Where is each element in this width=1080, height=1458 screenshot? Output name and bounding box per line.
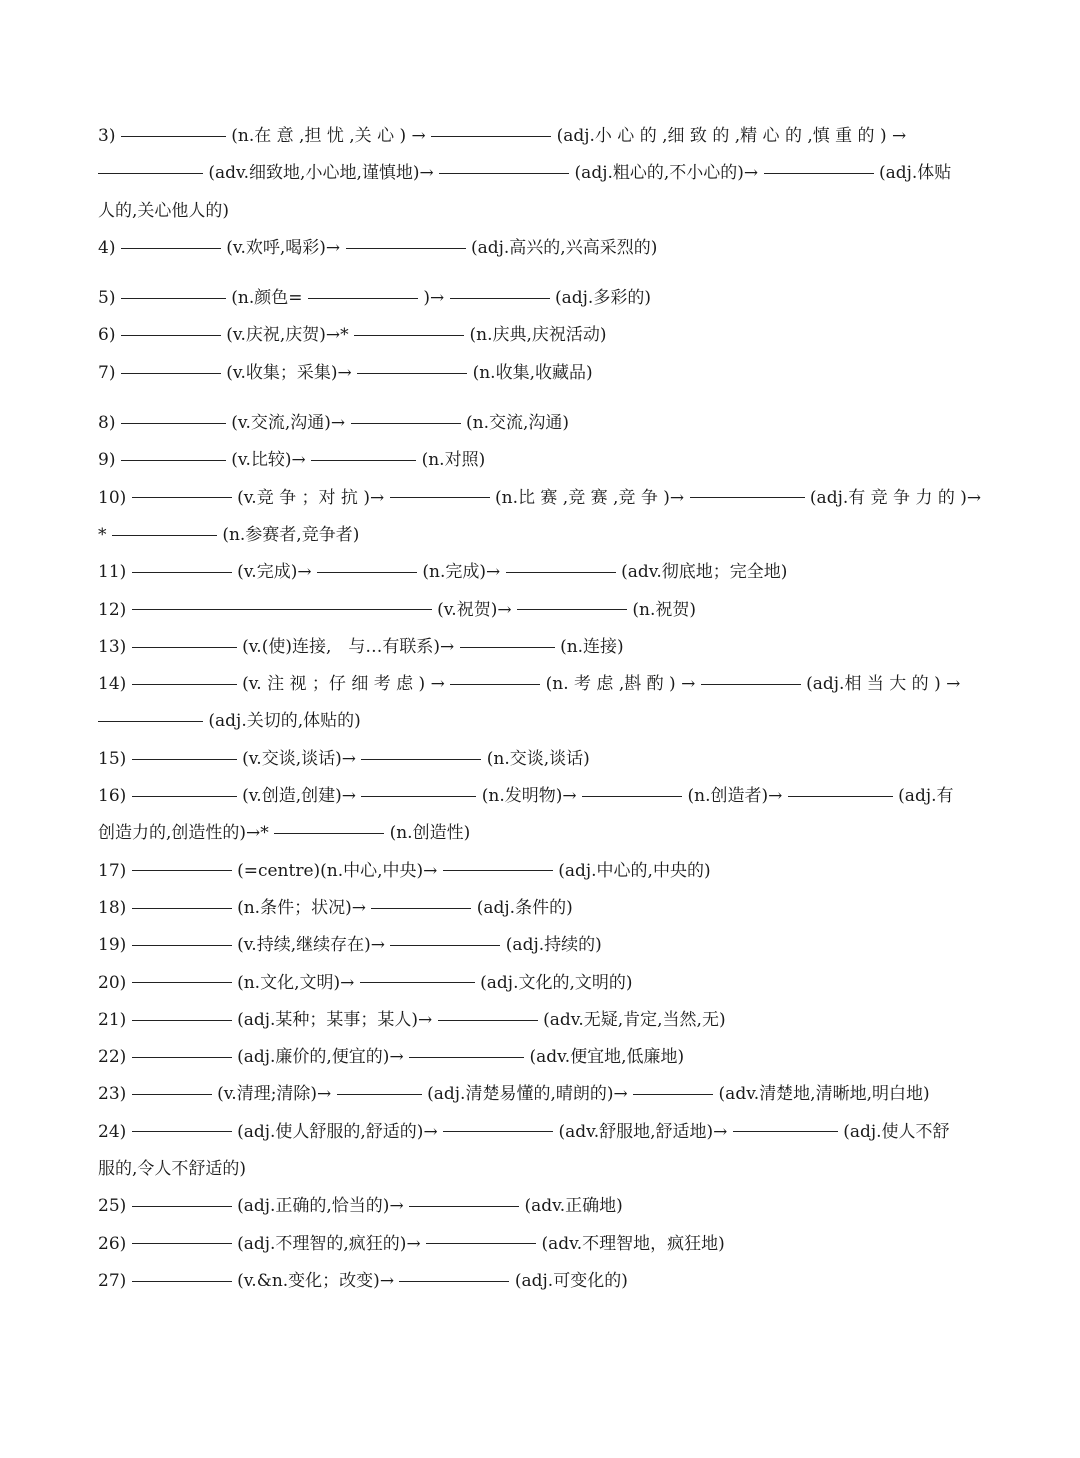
answer-blank[interactable]: [764, 173, 874, 174]
hint-text: (adj.可变化的): [514, 1270, 628, 1291]
exercise-line: [98, 778, 986, 815]
hint-text: (v. 注 视 ；仔 细 考 虑 ) →: [242, 674, 445, 695]
exercise-line: [98, 155, 986, 192]
hint-text: (v.欢呼,喝彩)→: [226, 237, 341, 258]
hint-text: (adv.清楚地,清晰地,明白地): [718, 1084, 930, 1105]
exercise-line: [98, 1151, 986, 1188]
item-number: 12): [98, 599, 127, 620]
answer-blank[interactable]: [132, 609, 432, 610]
answer-blank[interactable]: [132, 796, 237, 797]
answer-blank[interactable]: [390, 497, 490, 498]
answer-blank[interactable]: [443, 870, 553, 871]
answer-blank[interactable]: [460, 647, 555, 648]
hint-text: (n.庆典,庆祝活动): [469, 325, 607, 346]
hint-text: (adv.彻底地；完全地): [621, 562, 788, 583]
hint-text: (adj.有 竞 争 力 的 )→: [809, 487, 982, 508]
exercise-line: [98, 1188, 986, 1225]
answer-blank[interactable]: [390, 945, 500, 946]
exercise-line: [98, 355, 986, 392]
item-number: 8): [98, 413, 116, 434]
item-number: 16): [98, 786, 127, 807]
item-number: 15): [98, 748, 127, 769]
exercise-line: [98, 815, 986, 852]
hint-text: (v.&n.变化；改变)→: [237, 1270, 395, 1291]
answer-blank[interactable]: [121, 460, 226, 461]
answer-blank[interactable]: [426, 1243, 536, 1244]
exercise-line: [98, 442, 986, 479]
exercise-line: [98, 554, 986, 591]
answer-blank[interactable]: [360, 982, 475, 983]
hint-text: 服的,令人不舒适的): [98, 1159, 247, 1180]
hint-text: (adj.小 心 的 ,细 致 的 ,精 心 的 ,慎 重 的 ) →: [556, 126, 907, 146]
answer-blank[interactable]: [132, 759, 237, 760]
answer-blank[interactable]: [409, 1206, 519, 1207]
exercise-line: [98, 1002, 986, 1039]
exercise-line: [98, 317, 986, 354]
answer-blank[interactable]: [517, 609, 627, 610]
answer-blank[interactable]: [121, 248, 221, 249]
hint-text: 人的,关心他人的): [98, 200, 230, 221]
item-number: 14): [98, 674, 127, 695]
hint-text: (n.创造者)→: [687, 786, 783, 807]
exercise-line: [98, 703, 986, 740]
hint-text: (n.条件；状况)→: [237, 897, 366, 918]
answer-blank[interactable]: [308, 298, 418, 299]
hint-text: (n.比 赛 ,竞 赛 ,竞 争 )→: [495, 487, 685, 508]
hint-text: (adj.文化的,文明的): [480, 972, 633, 993]
item-number: 9): [98, 450, 116, 471]
hint-text: (n.交流,沟通): [465, 413, 570, 434]
item-number: 23): [98, 1084, 132, 1105]
answer-blank[interactable]: [132, 1131, 232, 1132]
hint-text: (adv.舒服地,舒适地)→: [558, 1121, 728, 1142]
answer-blank[interactable]: [132, 1057, 232, 1058]
hint-text: (n.颜色=: [231, 288, 303, 309]
answer-blank[interactable]: [132, 1206, 232, 1207]
hint-text: (n.在 意 ,担 忧 ,关 心 ) →: [231, 126, 426, 146]
answer-blank[interactable]: [337, 1094, 422, 1095]
hint-text: (adj.关切的,体贴的): [208, 711, 361, 732]
hint-text: (adv.无疑,肯定,当然,无): [543, 1009, 726, 1030]
item-number: 5): [98, 288, 116, 309]
answer-blank[interactable]: [438, 1020, 538, 1021]
item-number: 22): [98, 1047, 132, 1068]
hint-text: (adj.相 当 大 的 ) →: [806, 674, 961, 695]
worksheet: [98, 118, 986, 1300]
hint-text: (n.连接): [560, 636, 624, 657]
exercise-line: [98, 480, 986, 517]
item-number: 6): [98, 325, 121, 346]
exercise-line: [98, 927, 986, 964]
hint-text: (v.交流,沟通)→: [231, 413, 346, 434]
answer-blank[interactable]: [311, 460, 416, 461]
hint-text: (adj.清楚易懂的,晴朗的)→: [427, 1084, 628, 1105]
hint-text: (n. 考 虑 ,斟 酌 ) →: [545, 674, 696, 695]
item-number: 3): [98, 126, 121, 146]
hint-text: (v.庆祝,庆贺)→*: [226, 325, 349, 346]
answer-blank[interactable]: [346, 248, 466, 249]
answer-blank[interactable]: [98, 173, 203, 174]
answer-blank[interactable]: [132, 870, 232, 871]
item-number: 20): [98, 972, 132, 993]
exercise-line: [98, 118, 986, 155]
exercise-line: [98, 1226, 986, 1263]
answer-blank[interactable]: [399, 1281, 509, 1282]
exercise-line: [98, 1114, 986, 1151]
answer-blank[interactable]: [121, 423, 226, 424]
hint-text: (v.(使)连接, 与…有联系)→: [242, 636, 455, 657]
hint-text: (v.持续,继续存在)→: [237, 935, 385, 956]
item-number: 19): [98, 935, 132, 956]
hint-text: (v.比较)→: [231, 450, 306, 471]
answer-blank[interactable]: [357, 373, 467, 374]
answer-blank[interactable]: [439, 173, 569, 174]
hint-text: (adj.廉价的,便宜的)→: [237, 1047, 404, 1068]
hint-text: (adj.有: [898, 786, 954, 807]
hint-text: (n.发明物)→: [481, 786, 577, 807]
item-number: 18): [98, 897, 132, 918]
exercise-line: [98, 666, 986, 703]
exercise-line: [98, 517, 986, 554]
item-number: 26): [98, 1233, 132, 1254]
hint-text: (adj.不理智的,疯狂的)→: [237, 1233, 421, 1254]
answer-blank[interactable]: [506, 572, 616, 573]
hint-text: (adj.多彩的): [555, 288, 651, 309]
hint-text: (adv.正确地): [524, 1196, 623, 1217]
answer-blank[interactable]: [409, 1057, 524, 1058]
item-number: 24): [98, 1121, 132, 1142]
item-number: 7): [98, 362, 121, 383]
hint-text: 创造力的,创造性的)→*: [98, 823, 269, 844]
hint-text: (adj.使人舒服的,舒适的)→: [237, 1121, 438, 1142]
exercise-line: [98, 1076, 986, 1113]
answer-blank[interactable]: [633, 1094, 713, 1095]
hint-text: (adj.中心的,中央的): [558, 860, 711, 881]
hint-text: (v.清理;清除)→: [217, 1084, 332, 1105]
answer-blank[interactable]: [98, 721, 203, 722]
item-number: 21): [98, 1009, 132, 1030]
hint-text: (n.祝贺): [632, 599, 697, 620]
hint-text: (n.创造性): [389, 823, 471, 844]
answer-blank[interactable]: [121, 335, 221, 336]
answer-blank[interactable]: [274, 833, 384, 834]
hint-text: (adj.使人不舒: [843, 1121, 950, 1142]
answer-blank[interactable]: [121, 298, 226, 299]
answer-blank[interactable]: [132, 497, 232, 498]
item-number: 13): [98, 636, 127, 657]
hint-text: (=centre)(n.中心,中央)→: [237, 860, 438, 881]
answer-blank[interactable]: [690, 497, 805, 498]
hint-text: )→: [423, 288, 445, 309]
hint-text: (adj.持续的): [505, 935, 602, 956]
answer-blank[interactable]: [132, 647, 237, 648]
item-number: 27): [98, 1270, 132, 1291]
hint-text: (adj.高兴的,兴高采烈的): [470, 237, 658, 258]
hint-text: (n.完成)→: [422, 562, 501, 583]
exercise-line: [98, 741, 986, 778]
hint-text: (adj.粗心的,不小心的)→: [574, 163, 759, 184]
hint-text: (adv.不理智地，疯狂地): [541, 1233, 725, 1254]
answer-blank[interactable]: [132, 684, 237, 685]
answer-blank[interactable]: [443, 1131, 553, 1132]
answer-blank[interactable]: [371, 908, 471, 909]
hint-text: (n.对照): [421, 450, 486, 471]
answer-blank[interactable]: [431, 136, 551, 137]
hint-text: (v.收集；采集)→: [226, 362, 352, 383]
answer-blank[interactable]: [132, 945, 232, 946]
answer-blank[interactable]: [132, 1281, 232, 1282]
answer-blank[interactable]: [132, 572, 232, 573]
hint-text: (adv.便宜地,低廉地): [529, 1047, 685, 1068]
answer-blank[interactable]: [317, 572, 417, 573]
hint-text: (v.完成)→: [237, 562, 312, 583]
item-number: 11): [98, 562, 132, 583]
answer-blank[interactable]: [361, 796, 476, 797]
exercise-line: [98, 1263, 986, 1300]
answer-blank[interactable]: [701, 684, 801, 685]
answer-blank[interactable]: [351, 423, 461, 424]
exercise-line: [98, 1039, 986, 1076]
hint-text: (n.收集,收藏品): [472, 362, 593, 383]
hint-text: (v.祝贺)→: [437, 599, 512, 620]
exercise-line: [98, 405, 986, 442]
hint-text: (v.竞 争 ；对 抗 )→: [237, 487, 385, 508]
answer-blank[interactable]: [582, 796, 682, 797]
exercise-line: [98, 592, 986, 629]
answer-blank[interactable]: [112, 535, 217, 536]
answer-blank[interactable]: [361, 759, 481, 760]
answer-blank[interactable]: [121, 373, 221, 374]
answer-blank[interactable]: [450, 298, 550, 299]
answer-blank[interactable]: [450, 684, 540, 685]
answer-blank[interactable]: [354, 335, 464, 336]
hint-text: (n.文化,文明)→: [237, 972, 355, 993]
item-number: 4): [98, 237, 121, 258]
exercise-line: [98, 280, 986, 317]
hint-text: (v.交谈,谈话)→: [242, 748, 356, 769]
answer-blank[interactable]: [733, 1131, 838, 1132]
hint-text: (adj.某种；某事；某人)→: [237, 1009, 433, 1030]
exercise-line: [98, 965, 986, 1002]
hint-text: (n.参赛者,竞争者): [222, 524, 360, 545]
exercise-line: [98, 629, 986, 666]
answer-blank[interactable]: [121, 136, 226, 137]
exercise-line: [98, 890, 986, 927]
hint-text: (adj.体贴: [878, 163, 952, 184]
answer-blank[interactable]: [132, 908, 232, 909]
hint-text: (adj.条件的): [476, 897, 573, 918]
hint-text: (adv.细致地,小心地,谨慎地)→: [208, 163, 434, 184]
answer-blank[interactable]: [132, 1243, 232, 1244]
item-number: 17): [98, 860, 132, 881]
item-number: *: [98, 524, 107, 545]
answer-blank[interactable]: [788, 796, 893, 797]
answer-blank[interactable]: [132, 982, 232, 983]
answer-blank[interactable]: [132, 1094, 212, 1095]
exercise-line: [98, 193, 986, 230]
exercise-line: [98, 230, 986, 267]
hint-text: (v.创造,创建)→: [242, 786, 356, 807]
exercise-line: [98, 853, 986, 890]
hint-text: (n.交谈,谈话): [486, 748, 590, 769]
item-number: 10): [98, 487, 132, 508]
item-number: 25): [98, 1196, 132, 1217]
hint-text: (adj.正确的,恰当的)→: [237, 1196, 404, 1217]
answer-blank[interactable]: [132, 1020, 232, 1021]
